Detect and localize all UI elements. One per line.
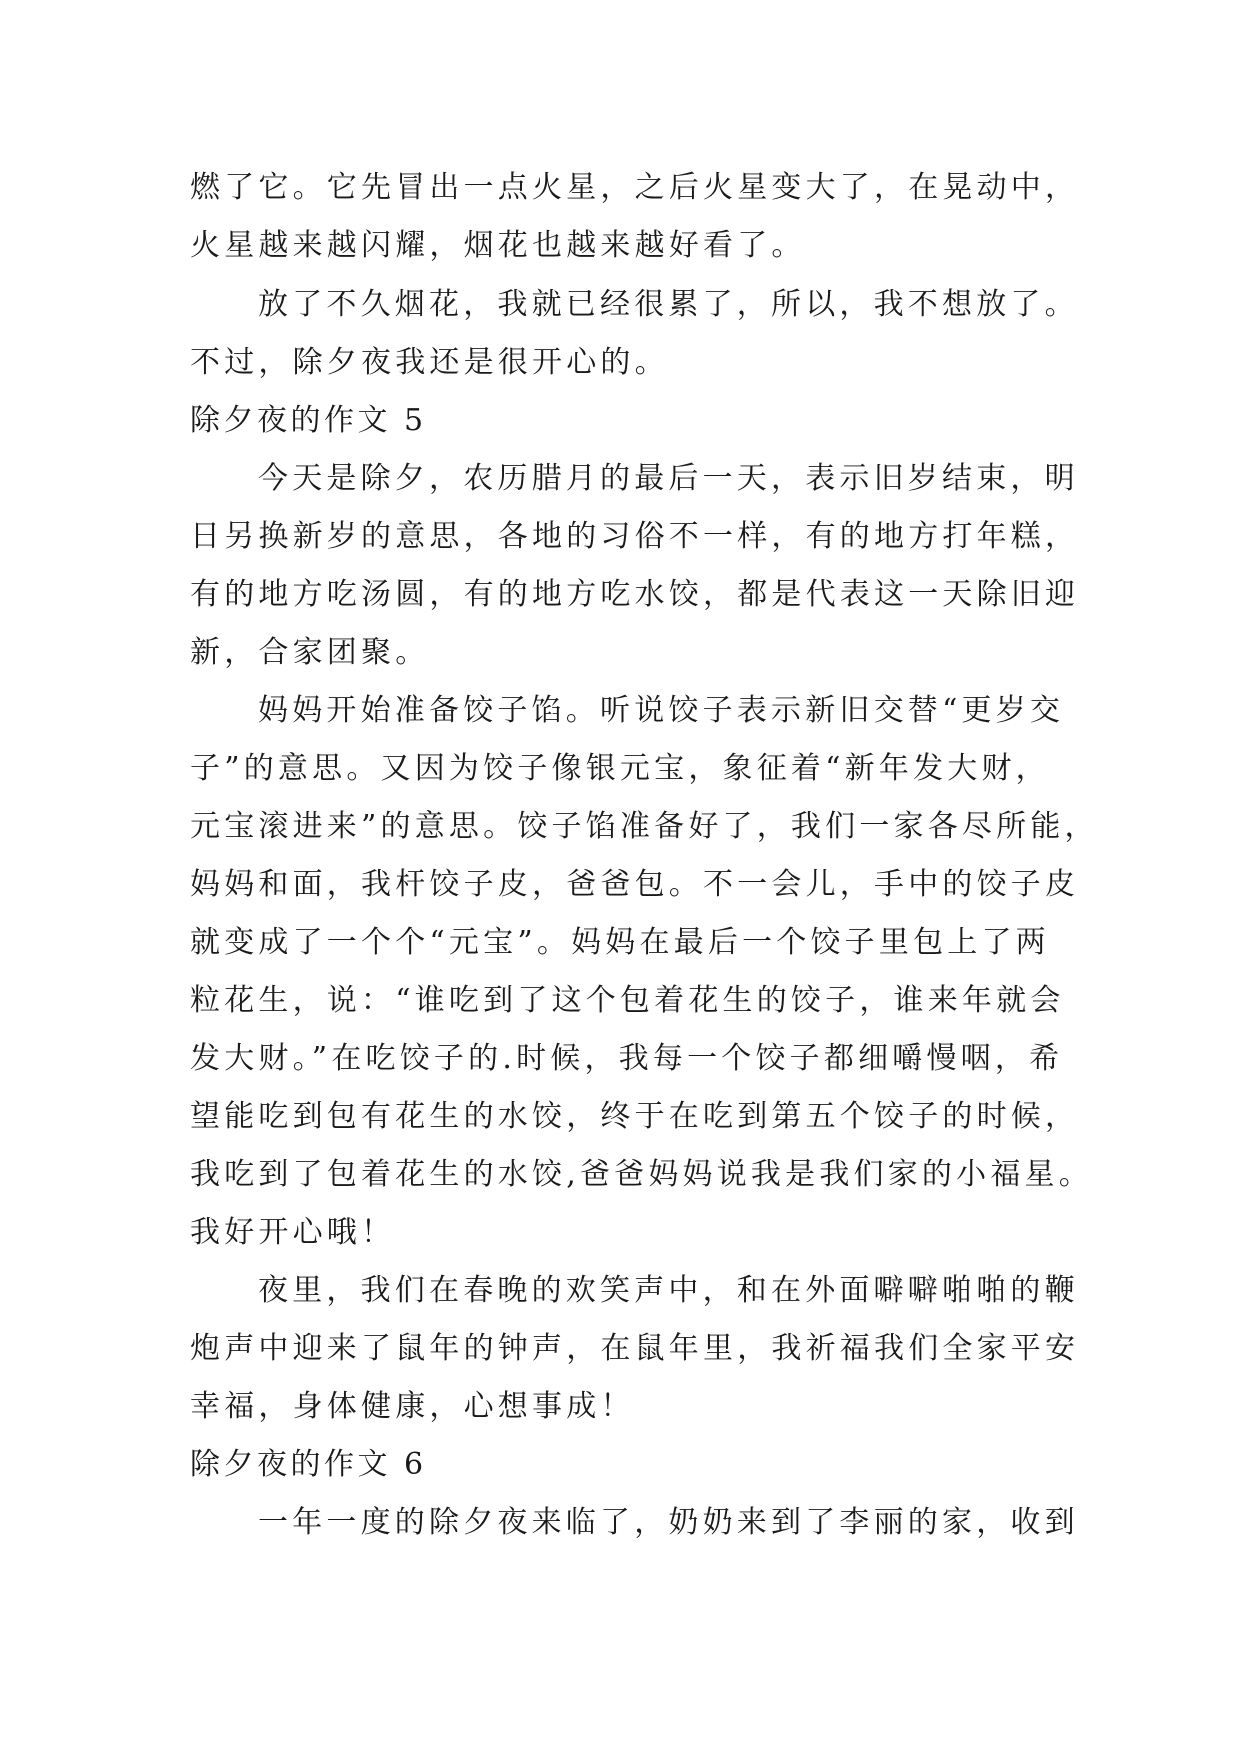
body-line: 新，合家团聚。 (190, 635, 430, 670)
body-line: 元宝滚进来”的意思。饺子馅准备好了，我们一家各尽所能， (190, 809, 1099, 844)
paragraph-first-line: 妈妈开始准备饺子馅。听说饺子表示新旧交替“更岁交 (258, 693, 1065, 728)
section-heading: 除夕夜的作文 5 (190, 403, 427, 438)
body-line: 炮声中迎来了鼠年的钟声，在鼠年里，我祈福我们全家平安 (190, 1331, 1080, 1366)
body-line: 日另换新岁的意思，各地的习俗不一样，有的地方打年糕， (190, 519, 1080, 554)
body-line: 粒花生，说：“谁吃到了这个包着花生的饺子，谁来年就会 (190, 983, 1065, 1018)
paragraph-first-line: 一年一度的除夕夜来临了，奶奶来到了李丽的家，收到 (258, 1505, 1079, 1540)
body-line: 就变成了一个个“元宝”。妈妈在最后一个饺子里包上了两 (190, 925, 1050, 960)
section-heading: 除夕夜的作文 6 (190, 1447, 427, 1482)
body-line: 不过，除夕夜我还是很开心的。 (190, 345, 669, 380)
body-line: 火星越来越闪耀，烟花也越来越好看了。 (190, 228, 806, 263)
paragraph-first-line: 放了不久烟花，我就已经很累了，所以，我不想放了。 (258, 287, 1079, 322)
paragraph-first-line: 今天是除夕，农历腊月的最后一天，表示旧岁结束，明 (258, 461, 1079, 496)
body-line: 我好开心哦！ (190, 1215, 396, 1250)
body-line: 我吃到了包着花生的水饺,爸爸妈妈说我是我们家的小福星。 (190, 1157, 1093, 1192)
body-line: 燃了它。它先冒出一点火星，之后火星变大了，在晃动中， (190, 170, 1080, 205)
body-line: 发大财。”在吃饺子的.时候，我每一个饺子都细嚼慢咽，希 (190, 1041, 1064, 1076)
body-line: 子”的意思。又因为饺子像银元宝，象征着“新年发大财， (190, 751, 1050, 786)
body-line: 幸福，身体健康，心想事成！ (190, 1389, 635, 1424)
paragraph-first-line: 夜里，我们在春晚的欢笑声中，和在外面噼噼啪啪的鞭 (258, 1273, 1079, 1308)
body-line: 有的地方吃汤圆，有的地方吃水饺，都是代表这一天除旧迎 (190, 577, 1080, 612)
body-line: 妈妈和面，我杆饺子皮，爸爸包。不一会儿，手中的饺子皮 (190, 867, 1080, 902)
body-line: 望能吃到包有花生的水饺，终于在吃到第五个饺子的时候， (190, 1099, 1080, 1134)
